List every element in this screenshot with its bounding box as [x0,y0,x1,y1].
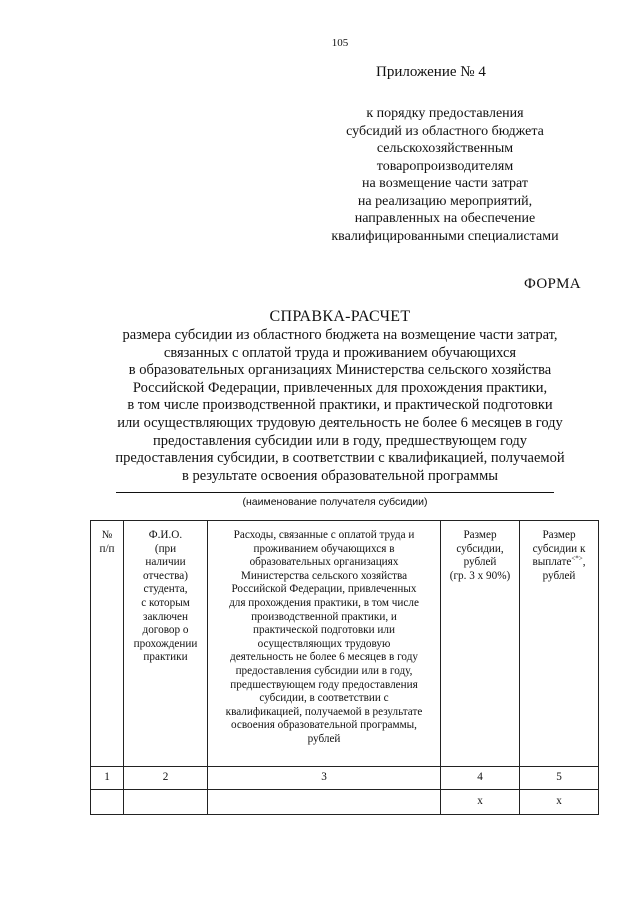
table-cell[interactable] [91,790,124,815]
column-number: 3 [208,767,441,790]
header-line: договор о [142,624,189,637]
subtitle-line: связанных с оплатой труда и проживанием обучающихся [163,344,517,361]
payout-word: выплате [532,556,572,569]
subtitle-line: предоставления субсидии или в году, предшествующем году [152,432,528,449]
appendix-line: направленных на обеспечение [354,211,536,226]
appendix-title: Приложение № 4 [376,64,486,80]
header-line: для прохождения практики, в том числе [229,596,419,609]
header-line: предоставления субсидии или в году, [235,664,413,677]
appendix-line: сельскохозяйственным [376,141,514,156]
header-line: рублей [307,732,341,745]
header-line: студента, [143,583,188,596]
header-line: практики [143,651,188,664]
subtitle-line: размера субсидии из областного бюджета на возмещение части затрат, [122,327,558,343]
subtitle-line: в образовательных организациях Министерства сельского хозяйства [128,362,552,379]
document-title: СПРАВКА-РАСЧЕТ [269,308,411,325]
header-line: практической подготовки или [253,624,395,637]
header-line: деятельность не более 6 месяцев в году [230,651,418,664]
header-payout-amount [520,521,599,767]
header-line: субсидии, [456,542,504,555]
table-cell[interactable] [208,790,441,815]
recipient-name-line [116,492,554,493]
header-subsidy-amount [441,521,520,767]
header-line: Размер [463,529,497,541]
subtitle-line: в результате освоения образовательной программы [181,467,499,484]
header-line: Российской Федерации, привлеченных [231,583,417,596]
table-row [91,790,599,815]
header-line: заключен [143,610,188,623]
payout-comma: , [582,556,586,569]
form-label: ФОРМА [524,276,581,292]
footnote-marker[interactable]: <*> [571,554,583,563]
header-line: Ф.И.О. [148,529,183,541]
table-cell: x [520,790,599,815]
column-number-row [91,767,599,790]
header-line: проживанием обучающихся в [253,542,395,555]
column-number: 4 [441,767,520,790]
appendix-line: на возмещение части затрат [361,176,529,191]
header-line: рублей [463,556,497,569]
appendix-line: на реализацию мероприятий, [357,193,533,209]
header-line: субсидии к [532,542,586,555]
appendix-line: к порядку предоставления [366,106,524,121]
header-line: п/п [99,542,115,555]
document-subtitle [40,327,640,485]
header-line: производственной практики, и [251,610,397,623]
appendix-line: квалифицированными специалистами [331,228,559,244]
header-line: (при [154,542,177,555]
header-line: субсидии, в соответствии с [259,692,389,705]
header-line: квалификацией, получаемой в результате [225,705,423,718]
header-number [91,521,124,767]
header-line: отчества) [143,569,188,582]
header-line [522,556,596,570]
recipient-caption: (наименование получателя субсидии) [242,496,428,508]
header-line: Размер [542,529,576,541]
header-line: наличии [145,556,186,569]
header-line: Расходы, связанные с оплатой труда и [233,529,415,541]
table-header-row [91,521,599,767]
table-cell[interactable] [124,790,208,815]
subtitle-line: или осуществляющих трудовую деятельность не более 6 месяцев в году [117,414,563,431]
subtitle-line: предоставления субсидии, в соответствии с квалификацией, получаемой [115,450,565,467]
header-line: прохождении [133,637,198,650]
header-line: образовательных организациях [249,556,399,569]
header-expenses [208,521,441,767]
header-line: рублей [542,569,576,582]
subtitle-line: Российской Федерации, привлеченных для прохождения практики, [132,379,548,396]
header-line: (гр. 3 x 90%) [449,569,511,582]
column-number: 5 [520,767,599,790]
header-line: осуществляющих трудовую [257,637,391,650]
header-line: предшествующем году предоставления [230,678,418,691]
calculation-table [90,520,599,815]
column-number: 2 [124,767,208,790]
header-line: № [101,529,113,541]
page-number: 105 [331,37,349,49]
appendix-line: товаропроизводителям [376,158,514,174]
subtitle-line: в том числе производственной практики, и практической подготовки [127,397,553,414]
column-number: 1 [91,767,124,790]
header-line: Министерства сельского хозяйства [240,569,408,582]
appendix-description [300,105,590,245]
table-cell: x [441,790,520,815]
header-student-name [124,521,208,767]
header-line: с которым [141,596,190,609]
header-line: освоения образовательной программы, [231,719,417,732]
appendix-line: субсидий из областного бюджета [346,123,544,139]
